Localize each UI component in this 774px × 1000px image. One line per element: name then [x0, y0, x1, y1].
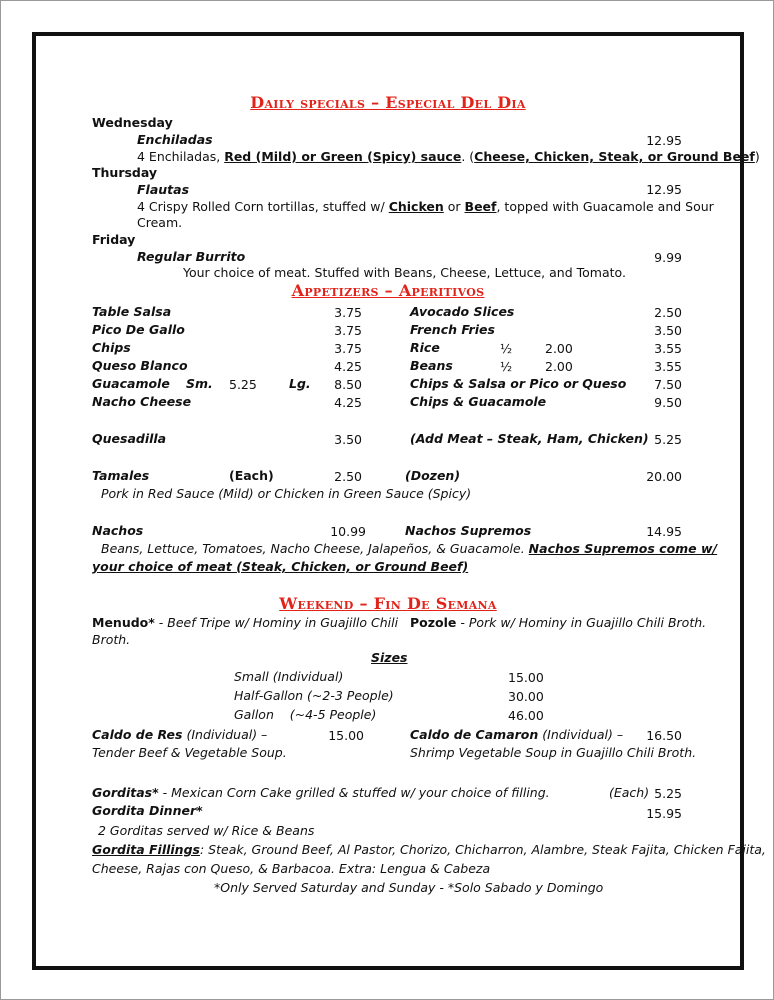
thursday-label: Thursday: [92, 165, 158, 180]
queso-blanco-price: 4.25: [334, 359, 362, 374]
gordita-dinner-name: Gordita Dinner*: [92, 803, 203, 818]
burrito-name: Regular Burrito: [137, 249, 246, 264]
guacamole-lg-price: 8.50: [334, 377, 362, 392]
avocado-price: 2.50: [654, 305, 682, 320]
nacho-cheese-name: Nacho Cheese: [92, 394, 192, 409]
caldo-camaron-line: Caldo de Camaron (Individual) –: [410, 727, 624, 742]
gordita-dinner-desc: 2 Gorditas served w/ Rice & Beans: [98, 823, 315, 838]
nachos-supremos-name: Nachos Supremos: [405, 523, 532, 538]
chips-salsa-price: 7.50: [654, 377, 682, 392]
fries-price: 3.50: [654, 323, 682, 338]
add-meat-label: (Add Meat – Steak, Ham, Chicken): [410, 431, 649, 446]
rice-half-price: 2.00: [545, 341, 573, 356]
gordita-dinner-price: 15.95: [646, 806, 682, 821]
add-meat-price: 5.25: [654, 432, 682, 447]
size-gallon-price: 46.00: [508, 708, 544, 723]
caldo-res-desc: Tender Beef & Vegetable Soup.: [92, 745, 287, 760]
guacamole-name: Guacamole: [92, 376, 170, 391]
size-small-label: Small (Individual): [234, 669, 344, 684]
table-salsa-name: Table Salsa: [92, 304, 172, 319]
gorditas-price: 5.25: [654, 786, 682, 801]
gordita-fillings-line2: Cheese, Rajas con Queso, & Barbacoa. Extra: Lengua & Cabeza: [92, 861, 491, 876]
tamales-dozen-price: 20.00: [646, 469, 682, 484]
size-half-price: 30.00: [508, 689, 544, 704]
chips-price: 3.75: [334, 341, 362, 356]
chips-guac-price: 9.50: [654, 395, 682, 410]
sizes-title: Sizes: [371, 650, 408, 665]
beans-name: Beans: [410, 358, 453, 373]
nachos-desc: Beans, Lettuce, Tomatoes, Nacho Cheese, Jalapeños, & Guacamole. Nachos Supremos come w/: [101, 541, 718, 556]
pico-price: 3.75: [334, 323, 362, 338]
chips-salsa-name: Chips & Salsa or Pico or Queso: [410, 376, 627, 391]
flautas-desc-line2: Cream.: [137, 215, 183, 230]
tamales-each-label: (Each): [229, 468, 274, 483]
enchiladas-desc: 4 Enchiladas, Red (Mild) or Green (Spicy) sauce. (Cheese, Chicken, Steak, or Ground Beef): [137, 149, 760, 164]
caldo-res-line: Caldo de Res (Individual) –: [92, 727, 268, 742]
tamales-dozen-label: (Dozen): [405, 468, 461, 483]
size-small-price: 15.00: [508, 670, 544, 685]
nachos-desc-line2: your choice of meat (Steak, Chicken, or Ground Beef): [92, 559, 469, 574]
tamales-name: Tamales: [92, 468, 150, 483]
burrito-price: 9.99: [654, 250, 682, 265]
enchiladas-price: 12.95: [646, 133, 682, 148]
gorditas-each-label: (Each): [609, 785, 650, 800]
gordita-fillings: Gordita Fillings: Steak, Ground Beef, Al Pastor, Chorizo, Chicharron, Alambre, Steak Fajita, Chicken Fajita,: [92, 842, 766, 857]
nachos-supremos-price: 14.95: [646, 524, 682, 539]
flautas-desc: 4 Crispy Rolled Corn tortillas, stuffed w/ Chicken or Beef, topped with Guacamole and Sour: [137, 199, 714, 214]
tamales-desc: Pork in Red Sauce (Mild) or Chicken in Green Sauce (Spicy): [101, 486, 472, 501]
rice-half: ½: [500, 341, 513, 356]
weekend-heading: Weekend – Fin De Semana: [279, 594, 497, 613]
guacamole-sm-price: 5.25: [229, 377, 257, 392]
gorditas-line: Gorditas* - Mexican Corn Cake grilled & stuffed w/ your choice of filling.: [92, 785, 550, 800]
daily-specials-heading: Daily specials – Especial Del Dia: [250, 93, 526, 112]
fries-name: French Fries: [410, 322, 495, 337]
chips-name: Chips: [92, 340, 131, 355]
caldo-camaron-desc: Shrimp Vegetable Soup in Guajillo Chili Broth.: [410, 745, 697, 760]
nacho-cheese-price: 4.25: [334, 395, 362, 410]
size-half-label: Half-Gallon (~2-3 People): [234, 688, 394, 703]
caldo-camaron-price: 16.50: [646, 728, 682, 743]
pozole-line: Pozole - Pork w/ Hominy in Guajillo Chili Broth.: [410, 615, 707, 630]
appetizers-heading: Appetizers – Aperitivos: [291, 281, 485, 300]
pico-name: Pico De Gallo: [92, 322, 185, 337]
chips-guac-name: Chips & Guacamole: [410, 394, 547, 409]
nachos-name: Nachos: [92, 523, 144, 538]
beans-price: 3.55: [654, 359, 682, 374]
beans-half-price: 2.00: [545, 359, 573, 374]
flautas-price: 12.95: [646, 182, 682, 197]
nachos-price: 10.99: [330, 524, 366, 539]
wednesday-label: Wednesday: [92, 115, 173, 130]
guacamole-sm-label: Sm.: [186, 376, 213, 391]
table-salsa-price: 3.75: [334, 305, 362, 320]
tamales-each-price: 2.50: [334, 469, 362, 484]
menudo-line: Menudo* - Beef Tripe w/ Hominy in Guajillo Chili: [92, 615, 399, 630]
burrito-desc: Your choice of meat. Stuffed with Beans, Cheese, Lettuce, and Tomato.: [183, 265, 626, 280]
avocado-name: Avocado Slices: [410, 304, 515, 319]
weekend-note: *Only Served Saturday and Sunday - *Solo Sabado y Domingo: [214, 880, 604, 895]
queso-blanco-name: Queso Blanco: [92, 358, 188, 373]
size-gallon-label: Gallon (~4-5 People): [234, 707, 377, 722]
quesadilla-price: 3.50: [334, 432, 362, 447]
caldo-res-price: 15.00: [328, 728, 364, 743]
rice-price: 3.55: [654, 341, 682, 356]
enchiladas-name: Enchiladas: [137, 132, 213, 147]
menudo-line2: Broth.: [92, 632, 131, 647]
guacamole-lg-label: Lg.: [289, 376, 311, 391]
rice-name: Rice: [410, 340, 440, 355]
friday-label: Friday: [92, 232, 136, 247]
flautas-name: Flautas: [137, 182, 190, 197]
beans-half: ½: [500, 359, 513, 374]
quesadilla-name: Quesadilla: [92, 431, 167, 446]
